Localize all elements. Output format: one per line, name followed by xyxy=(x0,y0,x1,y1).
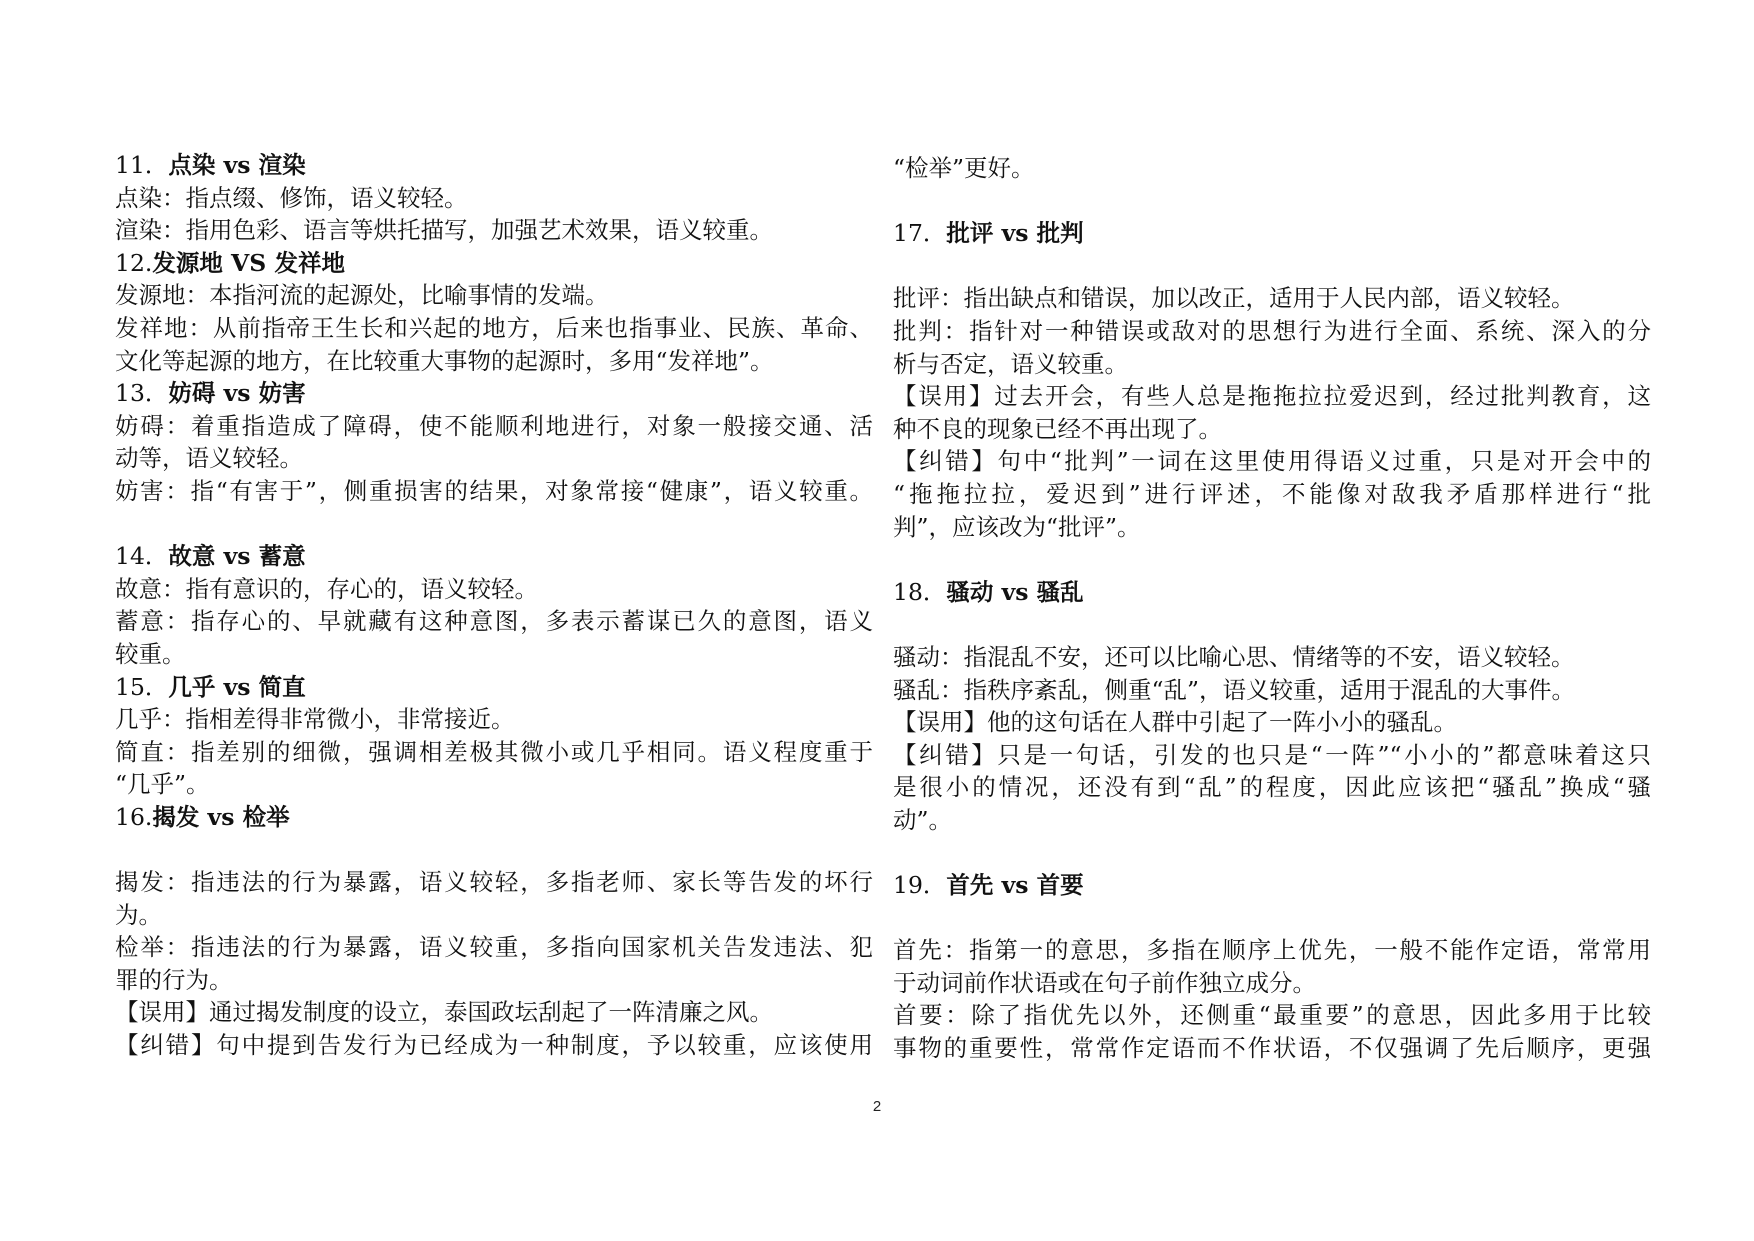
text-line: 妨碍：着重指造成了障碍，使不能顺利地进行，对象一般接交通、活 xyxy=(115,411,873,440)
text-line: 首先：指第一的意思，多指在顺序上优先，一般不能作定语，常常用 xyxy=(893,936,1651,965)
text-line: 动等，语义较轻。 xyxy=(115,444,303,473)
section-number: 18． xyxy=(893,577,947,606)
text-line: 为。 xyxy=(115,900,162,929)
section-title: 揭发 vs 检举 xyxy=(152,802,290,831)
text-line: 判”，应该改为“批评”。 xyxy=(893,512,1141,541)
text-line: 发源地：本指河流的起源处，比喻事情的发端。 xyxy=(115,281,609,310)
text-line: 是很小的情况，还没有到“乱”的程度，因此应该把“骚乱”换成“骚 xyxy=(893,773,1651,802)
section-number: 11． xyxy=(115,151,169,179)
text-line: 文化等起源的地方，在比较重大事物的起源时，多用“发祥地”。 xyxy=(115,346,774,375)
section-heading xyxy=(115,801,873,834)
text-line: 骚乱：指秩序紊乱，侧重“乱”，语义较重，适用于混乱的大事件。 xyxy=(893,675,1576,704)
text-line: 简直：指差别的细微，强调相差极其微小或几乎相同。语义程度重于 xyxy=(115,737,873,766)
text-line: 种不良的现象已经不再出现了。 xyxy=(893,414,1222,443)
blank-line xyxy=(115,833,873,866)
section-heading xyxy=(115,377,873,410)
section-title: 骚动 vs 骚乱 xyxy=(946,577,1084,606)
text-line: 【误用】通过揭发制度的设立，泰国政坛刮起了一阵清廉之风。 xyxy=(115,998,773,1027)
text-line: 几乎：指相差得非常微小，非常接近。 xyxy=(115,705,515,734)
section-heading xyxy=(893,869,1651,902)
section-number: 13． xyxy=(115,379,169,408)
text-line: “检举”更好。 xyxy=(893,154,1035,182)
text-line: 故意：指有意识的，存心的，语义较轻。 xyxy=(115,574,538,603)
blank-line xyxy=(893,836,1651,869)
section-number: 15． xyxy=(115,672,169,701)
section-heading xyxy=(893,217,1651,250)
section-title: 发源地 VS 发祥地 xyxy=(152,248,345,277)
section-heading xyxy=(115,149,873,182)
section-heading xyxy=(115,247,873,280)
blank-line xyxy=(893,543,1651,576)
section-title: 首先 vs 首要 xyxy=(946,871,1084,900)
text-line: “拖拖拉拉，爱迟到”进行评述，不能像对敌我矛盾那样进行“批 xyxy=(893,479,1651,508)
section-number: 14． xyxy=(115,542,169,571)
text-line: 【纠错】句中“批判”一词在这里使用得语义过重，只是对开会中的 xyxy=(893,447,1651,476)
text-line: 【误用】过去开会，有些人总是拖拖拉拉爱迟到，经过批判教育，这 xyxy=(893,382,1651,411)
section-title: 几乎 vs 简直 xyxy=(168,672,306,701)
text-line: 批判：指针对一种错误或敌对的思想行为进行全面、系统、深入的分 xyxy=(893,316,1651,345)
section-title: 故意 vs 蓄意 xyxy=(168,542,306,571)
text-line: 骚动：指混乱不安，还可以比喻心思、情绪等的不安，语义较轻。 xyxy=(893,642,1575,671)
text-line: 蓄意：指存心的、早就藏有这种意图，多表示蓄谋已久的意图，语义 xyxy=(115,607,873,636)
section-number: 17． xyxy=(893,219,947,248)
text-line: 析与否定，语义较重。 xyxy=(893,349,1128,378)
right-column xyxy=(893,152,1651,1065)
section-heading xyxy=(893,576,1651,609)
text-line: 于动词前作状语或在句子前作独立成分。 xyxy=(893,968,1316,997)
text-line: 发祥地：从前指帝王生长和兴起的地方，后来也指事业、民族、革命、 xyxy=(115,313,873,342)
text-line: 事物的重要性，常常作定语而不作状语，不仅强调了先后顺序，更强 xyxy=(893,1034,1651,1063)
blank-line xyxy=(893,902,1651,935)
section-title: 批评 vs 批判 xyxy=(946,219,1084,248)
section-heading xyxy=(115,671,873,704)
text-line: 渲染：指用色彩、语言等烘托描写，加强艺术效果，语义较重。 xyxy=(115,216,773,245)
text-line: 批评：指出缺点和错误，加以改正，适用于人民内部，语义较轻。 xyxy=(893,284,1575,313)
blank-line xyxy=(893,185,1651,218)
text-line: 【纠错】句中提到告发行为已经成为一种制度，予以较重，应该使用 xyxy=(115,1031,873,1060)
text-line: 【纠错】只是一句话，引发的也只是“一阵”“小小的”都意味着这只 xyxy=(893,740,1651,769)
text-line: 【误用】他的这句话在人群中引起了一阵小小的骚乱。 xyxy=(893,708,1457,737)
page-number: 2 xyxy=(872,1098,882,1115)
blank-line xyxy=(115,508,873,541)
section-heading xyxy=(115,540,873,573)
section-title: 点染 vs 渲染 xyxy=(168,151,306,179)
section-number: 12. xyxy=(115,248,153,277)
text-line: 揭发：指违法的行为暴露，语义较轻，多指老师、家长等告发的坏行 xyxy=(115,868,873,897)
text-line: 点染：指点缀、修饰，语义较轻。 xyxy=(115,183,468,212)
text-line: 动”。 xyxy=(893,805,953,834)
text-line: 罪的行为。 xyxy=(115,965,233,994)
section-number: 19． xyxy=(893,871,947,900)
section-number: 16. xyxy=(115,802,153,831)
text-line: 妨害：指“有害于”，侧重损害的结果，对象常接“健康”，语义较重。 xyxy=(115,476,873,505)
section-title: 妨碍 vs 妨害 xyxy=(168,379,306,408)
text-line: 检举：指违法的行为暴露，语义较重，多指向国家机关告发违法、犯 xyxy=(115,933,873,962)
text-line: 首要：除了指优先以外，还侧重“最重要”的意思，因此多用于比较 xyxy=(893,1001,1651,1030)
left-column xyxy=(115,149,873,1062)
blank-line xyxy=(893,608,1651,641)
text-line: 较重。 xyxy=(115,639,186,668)
blank-line xyxy=(893,250,1651,283)
text-line: “几乎”。 xyxy=(115,770,210,799)
